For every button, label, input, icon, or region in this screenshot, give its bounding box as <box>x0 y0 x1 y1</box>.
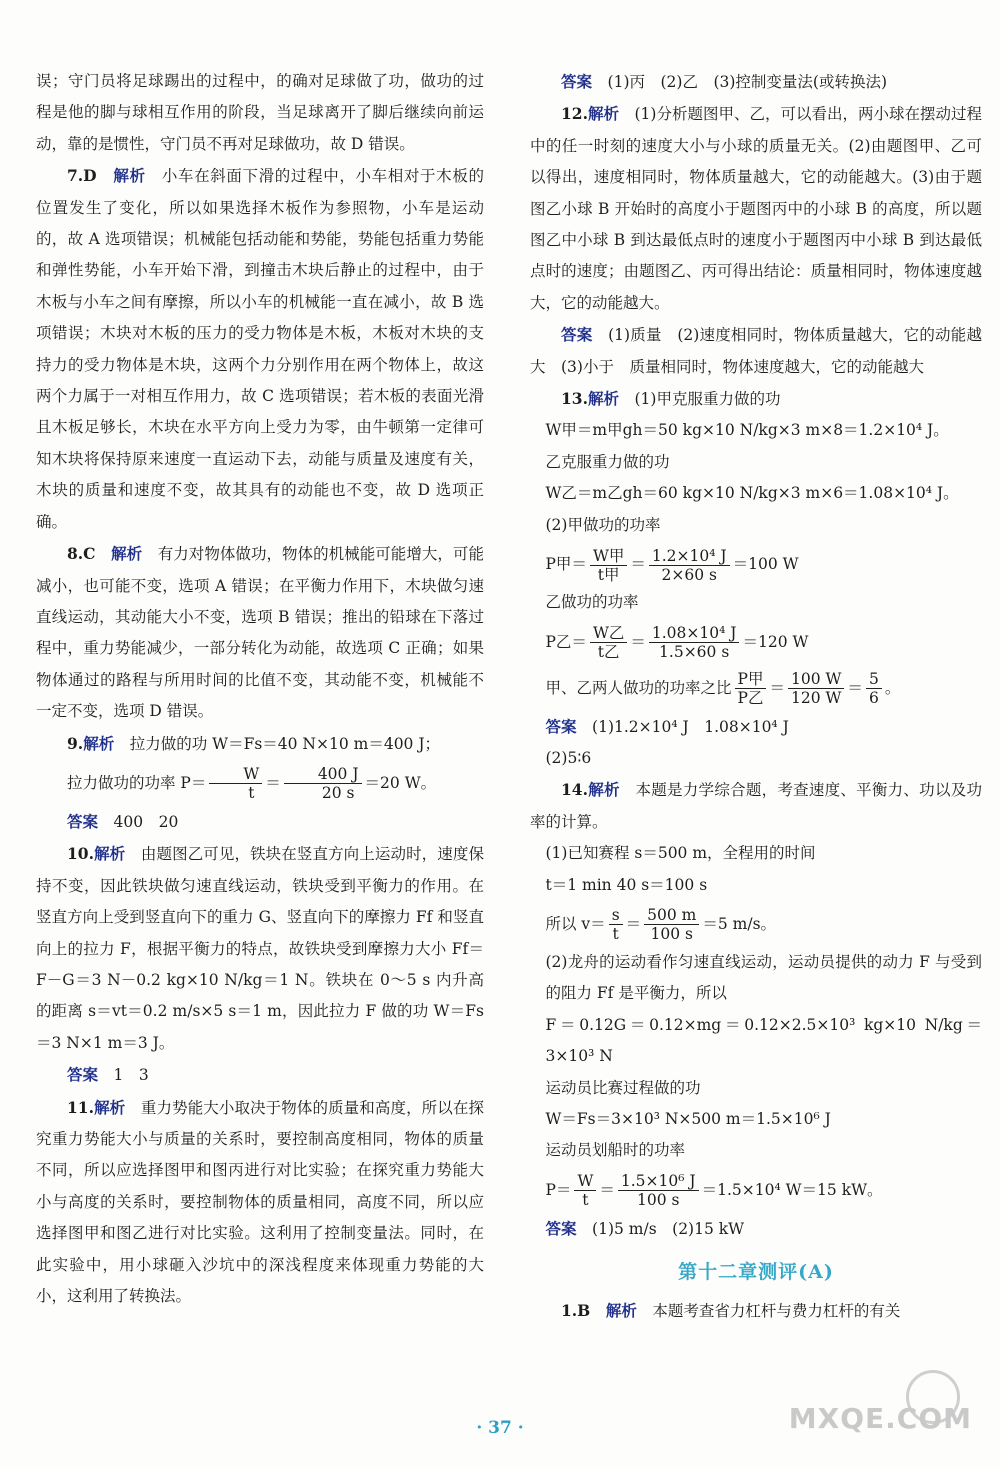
numerator: 500 m <box>644 906 699 925</box>
answer-12 <box>530 319 982 383</box>
numerator: 1.2×10⁴ J <box>649 547 730 566</box>
fraction <box>618 1172 699 1209</box>
answer-14 <box>530 1213 982 1245</box>
formula-power-jia <box>530 541 982 587</box>
analysis-text: (1)甲克服重力做的功 <box>634 390 781 409</box>
answer-text: (1)丙 (2)乙 (3)控制变量法(或转换法) <box>607 73 887 91</box>
answer-11 <box>530 66 982 98</box>
question-8 <box>36 538 484 727</box>
answer-13 <box>530 711 982 743</box>
question-number: 9. <box>67 733 84 753</box>
answer-label: 答案 <box>545 1218 577 1238</box>
chapter-heading: 第十二章测评(A) <box>678 1261 834 1284</box>
analysis-label: 解析 <box>587 780 620 800</box>
formula-text: ＝5 m/s。 <box>702 914 777 933</box>
formula-line: 拉力做的功 W＝Fs＝40 N×10 m＝400 J； <box>129 734 441 753</box>
fraction <box>574 1172 596 1209</box>
analysis-label: 解析 <box>587 389 619 409</box>
fraction <box>609 906 623 943</box>
fraction <box>866 670 882 707</box>
question-number: 8.C <box>67 544 96 564</box>
formula-text: ＝120 W <box>742 632 809 651</box>
fraction <box>735 670 767 707</box>
denominator: 6 <box>868 689 879 707</box>
denominator: 1.5×60 s <box>659 643 730 661</box>
formula-power-boat <box>530 1167 982 1213</box>
text-line: 运动员划船时的功率 <box>545 1141 686 1160</box>
answer-text: 400 20 <box>113 812 179 831</box>
denominator: 100 s <box>637 1191 680 1210</box>
question-1 <box>530 1295 982 1327</box>
analysis-text: 小车在斜面下滑的过程中，小车相对于木板的位置发生了变化，所以如果选择木板作为参照物，小车是运动的，故 A 选项错误；机械能包括动能和势能，势能包括重力势能和弹性势能，小车开始下滑，到撞击木块后静止的过程中，由于木板与小车之间有摩擦，所以小车的机械能一直在减小，故 B 选项错误；木块对木板的压力的受力物体是木板，木板对木块的支持力的受力物体是木块，这两个力分别作用在两个物体上，故这两个力属于一对相互作用力，故 C 选项错误；若木板的表面光滑且木板足够长，木块在水平方向上受力为零，由牛顿第一定律可知木块将保持原来速度一直运动下去，动能与质量及速度有关，木块的质量和速度不变，故其具有的动能也不变，故 D 选项正确。 <box>36 167 484 531</box>
formula-power <box>36 760 484 806</box>
numerator: 400 J <box>284 765 362 784</box>
question-number: 11. <box>67 1097 94 1117</box>
question-number: 7.D <box>67 166 97 186</box>
text-line: 乙做功的功率 <box>545 593 639 612</box>
fraction <box>590 547 627 584</box>
numerator: W <box>574 1172 596 1191</box>
formula-text: P乙＝ <box>545 632 587 651</box>
question-12 <box>530 98 982 319</box>
formula-text: 。 <box>884 678 901 697</box>
formula-power-yi <box>530 619 982 665</box>
denominator: P乙 <box>737 689 764 707</box>
text-line: (1)已知赛程 s＝500 m，全程用的时间 <box>545 844 816 863</box>
fraction <box>788 670 844 707</box>
numerator: W甲 <box>590 547 627 566</box>
analysis-label: 解析 <box>93 844 126 864</box>
analysis-text: 由题图乙可见，铁块在竖直方向上运动时，速度保持不变，因此铁块做匀速直线运动，铁块受到平衡力的作用。在竖直方向上受到竖直向下的重力 G、竖直向下的摩擦力 Ff 和竖直向上的拉力 F，根据平衡力的特点，故铁块受到摩擦力大小 Ff＝F－G＝3 N－0.2 kg×10 N/kg＝1 N。铁块在 0～5 s 内升高的距离 s＝vt＝0.2 m/s×5 s＝1 m，因此拉力 F 做的功 W＝Fs＝3 N×1 m＝3 J。 <box>36 845 484 1052</box>
formula-text: 拉力做功的功率 P＝ <box>67 773 207 792</box>
fraction <box>284 765 362 802</box>
formula-text: P＝ <box>545 1180 572 1199</box>
formula-text: ＝1.5×10⁴ W＝15 kW。 <box>701 1180 883 1199</box>
formula-text: 所以 v＝ <box>545 914 606 933</box>
numerator: s <box>609 906 623 925</box>
analysis-label: 解析 <box>93 1097 126 1117</box>
question-9 <box>36 728 484 760</box>
answer-label: 答案 <box>67 811 99 831</box>
answer-text: 1 3 <box>113 1066 149 1085</box>
text-line: 运动员比赛过程做的功 <box>545 1078 701 1097</box>
denominator: t乙 <box>597 643 620 661</box>
answer-text: (1)1.2×10⁴ J 1.08×10⁴ J <box>592 717 789 736</box>
analysis-label: 解析 <box>111 544 143 564</box>
formula-text: ＝20 W。 <box>364 773 437 792</box>
analysis-label: 解析 <box>605 1300 637 1320</box>
question-number: 10. <box>67 844 94 864</box>
denominator: t <box>248 784 255 803</box>
formula-text: ＝ <box>630 555 646 574</box>
page-number: · 37 · <box>476 1418 524 1438</box>
question-number: 14. <box>561 780 588 800</box>
denominator: 100 s <box>650 925 694 944</box>
numerator: 100 W <box>788 670 844 689</box>
formula-line: W甲＝m甲gh＝50 kg×10 N/kg×3 m×8＝1.2×10⁴ J。 <box>545 421 949 440</box>
formula-text: P甲＝ <box>545 555 587 574</box>
question-number: 12. <box>561 104 588 124</box>
answer-text: (1)质量 (2)速度相同时，物体质量越大，它的动能越大 (3)小于 质量相同时，物体速度越大，它的动能越大 <box>530 326 982 376</box>
left-column <box>36 66 484 1312</box>
denominator: 2×60 s <box>661 565 717 584</box>
formula-ratio <box>530 665 982 711</box>
question-7 <box>36 160 484 538</box>
analysis-text: 重力势能大小取决于物体的质量和高度，所以在探究重力势能大小与质量的关系时，要控制高度相同，物体的质量不同，所以应选择图甲和图丙进行对比实验；在探究重力势能大小与高度的关系时，要控制物体的质量相同，高度不同，所以应选择图甲和图乙进行对比实验。这利用了控制变量法。同时，在此实验中，用小球砸入沙坑中的深浅程度来体现重力势能的大小，这利用了转换法。 <box>36 1098 484 1306</box>
formula-text: ＝ <box>265 773 281 792</box>
analysis-label: 解析 <box>83 733 115 753</box>
formula-line: F＝0.12G＝0.12×mg＝0.12×2.5×10³ kg×10 N/kg＝3×10³ N <box>545 1015 982 1066</box>
answer-text: (2)5∶6 <box>545 748 592 767</box>
formula-line: W乙＝m乙gh＝60 kg×10 N/kg×3 m×6＝1.08×10⁴ J。 <box>545 484 959 503</box>
numerator: P甲 <box>735 670 767 689</box>
fraction <box>590 624 627 661</box>
analysis-text: 本题考查省力杠杆与费力杠杆的有关 <box>652 1301 901 1320</box>
formula-text: ＝ <box>630 632 646 651</box>
formula-text: ＝ <box>625 914 642 933</box>
numerator: W乙 <box>590 624 627 643</box>
fraction <box>644 906 699 943</box>
question-number: 1.B <box>561 1300 591 1320</box>
formula-text: ＝100 W <box>732 555 799 574</box>
answer-label: 答案 <box>561 72 593 91</box>
question-13 <box>530 383 982 415</box>
formula-line: W＝Fs＝3×10³ N×500 m＝1.5×10⁶ J <box>545 1109 831 1128</box>
paragraph: 误；守门员将足球踢出的过程中，的确对足球做了功，做功的过程是他的脚与球相互作用的阶段，当足球离开了脚后继续向前运动，靠的是惯性，守门员不再对足球做功，故 D 错误。 <box>36 72 484 153</box>
answer-label: 答案 <box>67 1065 99 1085</box>
formula-line: t＝1 min 40 s＝100 s <box>545 875 708 894</box>
formula-text: 甲、乙两人做功的功率之比 <box>545 678 732 697</box>
right-column <box>530 66 982 1327</box>
formula-speed <box>530 901 982 947</box>
answer-label: 答案 <box>545 716 577 736</box>
answer-9 <box>36 806 484 838</box>
watermark: MXQE.COM <box>788 1402 972 1435</box>
question-number: 13. <box>561 389 588 409</box>
fraction <box>649 547 730 584</box>
formula-text: ＝ <box>599 1180 615 1199</box>
analysis-label: 解析 <box>113 166 146 186</box>
question-14 <box>530 774 982 838</box>
numerator: 1.08×10⁴ J <box>649 624 740 643</box>
fraction <box>209 765 262 802</box>
text-line: (2)甲做功的功率 <box>545 515 661 534</box>
text-line: 乙克服重力做的功 <box>545 452 670 471</box>
analysis-text: 本题是力学综合题，考查速度、平衡力、功以及功率的计算。 <box>530 781 982 831</box>
denominator: 120 W <box>790 689 842 707</box>
formula-text: ＝ <box>847 678 863 697</box>
formula-text: ＝ <box>769 678 785 697</box>
fraction <box>649 624 740 661</box>
numerator: 5 <box>866 670 882 689</box>
denominator: t甲 <box>597 565 620 584</box>
denominator: t <box>612 925 619 944</box>
answer-text: (1)5 m/s (2)15 kW <box>592 1219 745 1238</box>
analysis-label: 解析 <box>587 104 619 124</box>
analysis-text: 有力对物体做功，物体的机械能可能增大，可能减小，也可能不变，选项 A 错误；在平衡力作用下，木块做匀速直线运动，其动能大小不变，选项 B 错误；推出的铅球在下落过程中，重力势能减少，一部分转化为动能，故选项 C 正确；如果物体通过的路程与所用时间的比值不变，其动能不变，机械能不一定不变，选项 D 错误。 <box>36 545 484 721</box>
denominator: t <box>582 1191 589 1210</box>
question-11 <box>36 1092 484 1313</box>
text-line: (2)龙舟的运动看作匀速直线运动，运动员提供的动力 F 与受到的阻力 Ff 是平衡力，所以 <box>545 952 982 1003</box>
question-10 <box>36 838 484 1059</box>
analysis-text: (1)分析题图甲、乙，可以看出，两小球在摆动过程中的任一时刻的速度大小与小球的质量无关。(2)由题图甲、乙可以得出，速度相同时，物体质量越大，它的动能越大。(3)由于题图乙小球 B 开始时的高度小于题图丙中的小球 B 的高度，所以题图乙中小球 B 到达最低点时的速度小于题图丙中小球 B 到达最低点时的速度；由题图乙、丙可得出结论：质量相同时，物体速度越大，它的动能越大。 <box>530 105 982 312</box>
denominator: 20 s <box>321 784 355 803</box>
numerator: W <box>209 765 262 784</box>
numerator: 1.5×10⁶ J <box>618 1172 699 1191</box>
answer-label: 答案 <box>561 325 593 345</box>
answer-10 <box>36 1059 484 1091</box>
